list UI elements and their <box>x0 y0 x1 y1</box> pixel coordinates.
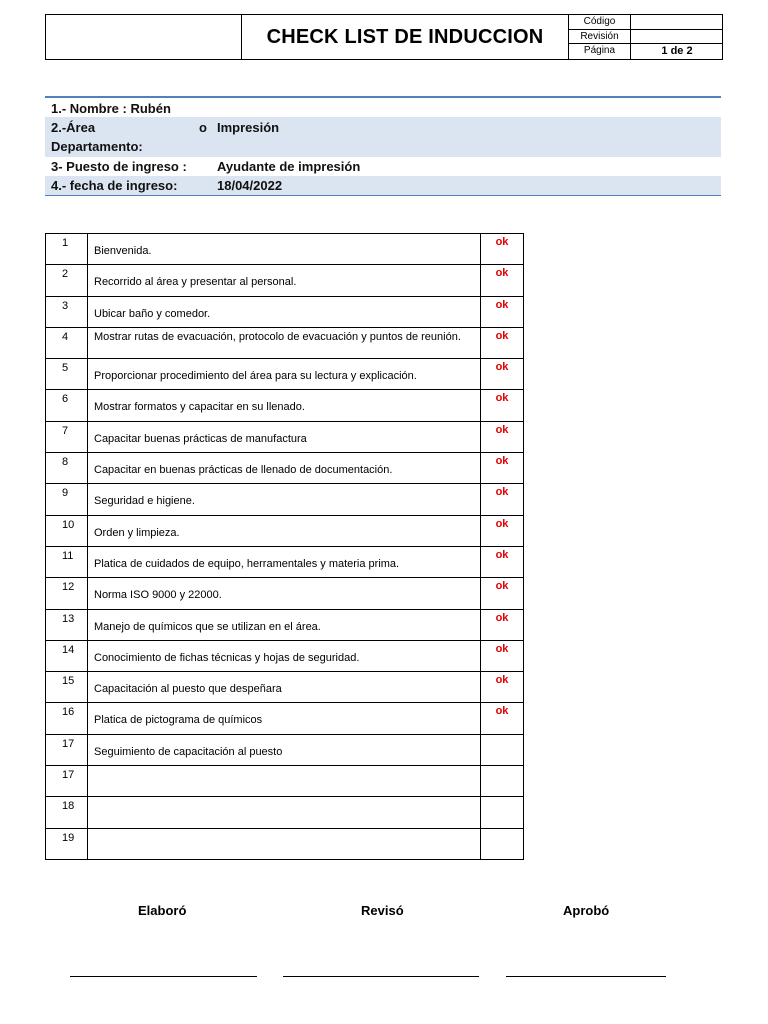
signature-line-reviso <box>283 976 479 977</box>
checklist-item-text: Proporcionar procedimiento del área para su lectura y explicación. <box>88 359 481 390</box>
checklist-row <box>46 578 524 609</box>
checklist-status <box>481 797 524 828</box>
checklist-item-text <box>88 797 481 828</box>
checklist-status <box>481 828 524 859</box>
checklist-number: 16 <box>46 703 88 734</box>
checklist-row <box>46 828 524 859</box>
info-row-fecha <box>45 176 721 196</box>
checklist-row <box>46 640 524 671</box>
checklist-number: 19 <box>46 828 88 859</box>
departamento-label: Departamento: <box>51 139 143 154</box>
checklist-status <box>481 734 524 765</box>
meta-row-codigo <box>569 15 723 30</box>
checklist-number: 1 <box>46 234 88 265</box>
checklist-item-text: Mostrar rutas de evacuación, protocolo de evacuación y puntos de reunión. <box>88 327 481 358</box>
checklist-number: 15 <box>46 672 88 703</box>
checklist-status: ok <box>481 515 524 546</box>
checklist-status: ok <box>481 640 524 671</box>
checklist-item-text <box>88 828 481 859</box>
checklist-status: ok <box>481 672 524 703</box>
checklist-body <box>46 234 524 860</box>
checklist-number: 10 <box>46 515 88 546</box>
checklist-row <box>46 296 524 327</box>
checklist-status: ok <box>481 546 524 577</box>
fecha-label: 4.- fecha de ingreso: <box>51 178 178 193</box>
checklist-status: ok <box>481 703 524 734</box>
checklist-status: ok <box>481 484 524 515</box>
checklist-status: ok <box>481 609 524 640</box>
checklist-number: 2 <box>46 265 88 296</box>
checklist-item-text: Ubicar baño y comedor. <box>88 296 481 327</box>
checklist-status: ok <box>481 421 524 452</box>
checklist-table <box>45 233 524 860</box>
checklist-item-text: Capacitar buenas prácticas de manufactura <box>88 421 481 452</box>
checklist-item-text: Capacitación al puesto que despeñara <box>88 672 481 703</box>
checklist-item-text: Norma ISO 9000 y 22000. <box>88 578 481 609</box>
document-title: CHECK LIST DE INDUCCION <box>242 15 569 59</box>
checklist-item-text: Orden y limpieza. <box>88 515 481 546</box>
checklist-row <box>46 515 524 546</box>
signature-line-elaboro <box>70 976 257 977</box>
checklist-item-text: Conocimiento de fichas técnicas y hojas de seguridad. <box>88 640 481 671</box>
checklist-row <box>46 672 524 703</box>
area-label <box>45 117 217 157</box>
meta-value <box>631 30 723 44</box>
area-label-text: 2.-Área <box>51 120 96 135</box>
document-header <box>45 14 723 60</box>
checklist-status: ok <box>481 359 524 390</box>
meta-value: 1 de 2 <box>661 45 693 58</box>
signature-elaboro-label: Elaboró <box>138 903 187 918</box>
checklist-status <box>481 766 524 797</box>
checklist-number: 17 <box>46 766 88 797</box>
checklist-number: 17 <box>46 734 88 765</box>
checklist-row <box>46 609 524 640</box>
checklist-status: ok <box>481 578 524 609</box>
checklist-number: 11 <box>46 546 88 577</box>
fecha-value: 18/04/2022 <box>217 178 283 193</box>
area-o-marker: o <box>199 120 207 135</box>
checklist-number: 18 <box>46 797 88 828</box>
employee-info <box>45 96 721 196</box>
checklist-row <box>46 421 524 452</box>
checklist-number: 6 <box>46 390 88 421</box>
checklist-number: 5 <box>46 359 88 390</box>
checklist-row <box>46 234 524 265</box>
checklist-item-text: Seguimiento de capacitación al puesto <box>88 734 481 765</box>
checklist-number: 8 <box>46 453 88 484</box>
checklist-row <box>46 703 524 734</box>
checklist-number: 9 <box>46 484 88 515</box>
nombre-label: 1.- Nombre : Rubén <box>51 101 171 116</box>
checklist-status: ok <box>481 453 524 484</box>
checklist-row <box>46 327 524 358</box>
checklist-row <box>46 484 524 515</box>
document-meta <box>569 15 723 59</box>
signature-reviso-label: Revisó <box>361 903 404 918</box>
checklist-number: 13 <box>46 609 88 640</box>
checklist-number: 4 <box>46 327 88 358</box>
checklist-number: 14 <box>46 640 88 671</box>
checklist-row <box>46 390 524 421</box>
checklist-row <box>46 359 524 390</box>
meta-key: Código <box>569 15 631 29</box>
signature-line-aprobo <box>506 976 666 977</box>
signature-aprobo-label: Aprobó <box>563 903 610 918</box>
checklist-status: ok <box>481 265 524 296</box>
puesto-label: 3- Puesto de ingreso : <box>51 159 187 174</box>
meta-key: Revisión <box>569 30 631 44</box>
info-row-nombre <box>45 98 721 117</box>
checklist-item-text: Manejo de químicos que se utilizan en el área. <box>88 609 481 640</box>
checklist-status: ok <box>481 296 524 327</box>
meta-key: Página <box>569 44 631 59</box>
checklist-row <box>46 453 524 484</box>
checklist-item-text: Platica de cuidados de equipo, herramentales y materia prima. <box>88 546 481 577</box>
checklist-row <box>46 797 524 828</box>
checklist-number: 3 <box>46 296 88 327</box>
checklist-item-text: Recorrido al área y presentar al personal. <box>88 265 481 296</box>
checklist-item-text: Capacitar en buenas prácticas de llenado de documentación. <box>88 453 481 484</box>
checklist-row <box>46 265 524 296</box>
checklist-status: ok <box>481 390 524 421</box>
puesto-value: Ayudante de impresión <box>217 159 361 174</box>
checklist-item-text: Seguridad e higiene. <box>88 484 481 515</box>
checklist-status: ok <box>481 234 524 265</box>
info-row-area <box>45 117 721 157</box>
meta-row-pagina <box>569 44 723 59</box>
checklist-item-text: Mostrar formatos y capacitar en su llenado. <box>88 390 481 421</box>
logo-cell <box>46 15 242 59</box>
area-value: Impresión <box>217 120 280 135</box>
checklist-number: 7 <box>46 421 88 452</box>
checklist-row <box>46 546 524 577</box>
checklist-item-text: Platica de pictograma de químicos <box>88 703 481 734</box>
checklist-row <box>46 734 524 765</box>
info-row-puesto <box>45 157 721 176</box>
checklist-status: ok <box>481 327 524 358</box>
meta-row-revision <box>569 30 723 45</box>
checklist-row <box>46 766 524 797</box>
meta-value <box>631 15 723 29</box>
checklist-number: 12 <box>46 578 88 609</box>
checklist-item-text: Bienvenida. <box>88 234 481 265</box>
checklist-item-text <box>88 766 481 797</box>
